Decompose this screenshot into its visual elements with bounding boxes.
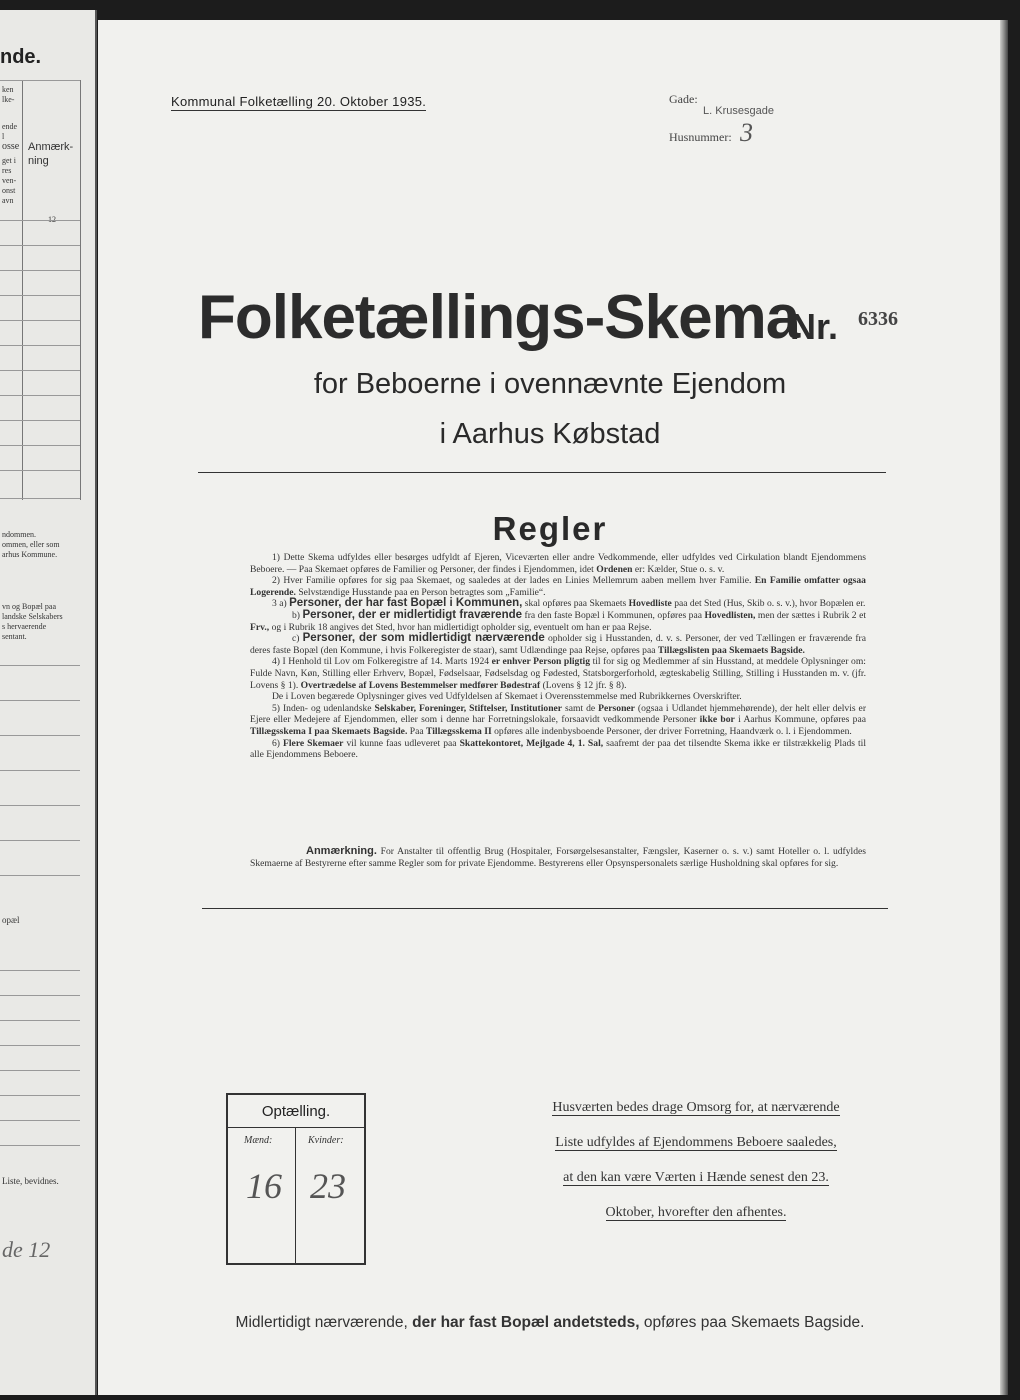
left-hline xyxy=(0,1045,80,1046)
left-hline xyxy=(0,1070,80,1071)
gade-label: Gade: xyxy=(669,92,698,106)
left-fragment: Liste, bevidnes. xyxy=(2,1176,59,1186)
rule-5: 5) Inden- og udenlandske Selskaber, Foreninger, Stiftelser, Institutioner samt de Personer (ogsaa i Udlandet hjemmehørende), der helt eller delvis er Ejere eller Medejere af Ejendommen, eller som i denne har Forretningslokale, forsaavidt vedkommende Personer ikke bor i Aarhus Kommune, opføres paa Tillægsskema I paa Skemaets Bagside. Paa Tillægsskema II opføres alle indenbysboende Personer, der driver Forretning, Haandværk o. l. i Ejendommen. xyxy=(250,702,867,737)
maend-value: 16 xyxy=(246,1166,282,1206)
left-hline xyxy=(0,1020,80,1021)
rule-4b: De i Loven begærede Oplysninger gives ved Udfyldelsen af Skemaet i Overensstemmelse med Rubrikkernes Overskrifter. xyxy=(272,691,742,703)
rule-3b: b) Personer, der er midlertidigt fraværende fra den faste Bopæl i Kommunen, opføres paa Hovedlisten, men der sættes i Rubrik 2 et Frv., og i Rubrik 18 angives det Sted, hvor han midlertidigt opholder sig, eventuelt om han er paa Rejse. xyxy=(250,608,866,633)
left-fragment: ken lke- xyxy=(2,85,15,104)
husnummer-value: 3 xyxy=(740,118,753,147)
optaelling-title: Optælling. xyxy=(261,1103,331,1120)
form-title: Folketællings-Skema xyxy=(198,283,800,352)
left-hline xyxy=(0,498,80,499)
census-form-page xyxy=(98,20,1002,1395)
optaelling-box xyxy=(226,1093,366,1265)
kvinder-label: Kvinder: xyxy=(308,1135,344,1146)
left-fragment: Anmærk- ning xyxy=(28,141,74,167)
rule-2: 2) Hver Familie opføres for sig paa Skemaet, og saaledes at der lades en Linies Mellemrum aaben mellem hver Familie. En Familie omfatter ogsaa Logerende. Selvstændige Husstande paa en Person betragtes som „Familie“. xyxy=(250,575,866,598)
left-hline xyxy=(0,700,80,701)
left-fragment: ende l xyxy=(2,122,18,141)
anmaerkning-label: Anmærkning. xyxy=(306,845,377,857)
notice-line-4: Oktober, hvorefter den afhentes. xyxy=(605,1205,787,1220)
left-hline xyxy=(0,345,80,346)
left-hline xyxy=(0,245,80,246)
rules-heading: Regler xyxy=(492,510,608,547)
anmaerkning-text: For Anstalter til offentlig Brug (Hospitaler, Forsørgelsesanstalter, Fængsler, Kaserner o. s. v.) samt Hoteller o. l. udfyldes Skemaerne af Bestyrerne efter samme Regler som for private Ejendomme. Bestyrerens eller Opsynspersonalets særlige Husholdning skal opføres for sig. xyxy=(250,846,866,869)
left-page-header: nde. xyxy=(0,46,42,68)
rule-4: 4) I Henhold til Lov om Folkeregistre af 14. Marts 1924 er enhver Person pligtig til for sig og Medlemmer af sin Husstand, at meddele Oplysninger om: Fulde Navn, Køn, Stilling eller Erhverv, Bopæl, Fødselsaar, Fødselsdag og Fødested, Statsborgerforhold, ægteskabelig Stilling, Stilling i Husstanden m. v. (jfr. Lovens § 1). Overtrædelse af Lovens Bestemmelser medfører Bødestraf (Lovens § 12 jfr. § 8). xyxy=(250,656,866,691)
left-hline xyxy=(0,970,80,971)
kvinder-value: 23 xyxy=(310,1166,346,1206)
left-hline xyxy=(0,1120,80,1121)
maend-label: Mænd: xyxy=(244,1135,273,1146)
page-edge xyxy=(1000,20,1008,1395)
form-number-value: 6336 xyxy=(858,308,898,330)
left-hline xyxy=(0,395,80,396)
footer-note: Midlertidigt nærværende, der har fast Bopæl andetsteds, opføres paa Skemaets Bagside. xyxy=(235,1314,865,1331)
gade-value: L. Krusesgade xyxy=(703,105,774,117)
census-date-heading: Kommunal Folketælling 20. Oktober 1935. xyxy=(171,94,427,109)
notice-line-3: at den kan være Værten i Hænde senest den 23. xyxy=(563,1170,829,1185)
rules-body xyxy=(250,552,866,761)
left-hline xyxy=(0,995,80,996)
left-hline xyxy=(0,445,80,446)
rule-1: 1) Dette Skema udfyldes eller besørges udfyldt af Ejeren, Viceværten eller andre Vedkommende, eller udfyldes ved Cirkulation blandt Ejendommens Beboere. — Paa Skemaet opføres de Familier og Personer, der findes i Ejendommen, idet Ordenen er: Kælder, Stue o. s. v. xyxy=(250,552,866,575)
left-fragment: opæl xyxy=(2,915,20,925)
left-vline xyxy=(80,80,81,500)
notice-line-2: Liste udfyldes af Ejendommens Beboere saaledes, xyxy=(555,1135,837,1150)
left-fragment: ndommen. ommen, eller som arhus Kommune. xyxy=(2,530,60,559)
form-number-label: Nr. xyxy=(790,306,839,347)
left-hline xyxy=(0,805,80,806)
left-fragment: vn og Bopæl paa landske Selskabers s hervaerende sentant. xyxy=(2,602,63,641)
left-hline xyxy=(0,735,80,736)
left-hline xyxy=(0,270,80,271)
left-fragment: get i res ven- onst avn xyxy=(2,156,17,205)
left-hline xyxy=(0,470,80,471)
left-fragment: osse xyxy=(2,141,20,152)
box-divider xyxy=(228,1127,364,1128)
left-hline xyxy=(0,770,80,771)
left-hline xyxy=(0,665,80,666)
left-hline xyxy=(0,220,80,221)
left-fragment-handwriting: de 12 xyxy=(2,1237,51,1262)
left-hline xyxy=(0,320,80,321)
anmaerkning xyxy=(250,846,866,869)
left-hline xyxy=(0,295,80,296)
left-page-fragment xyxy=(0,10,97,1395)
left-hline xyxy=(0,1145,80,1146)
left-hline xyxy=(0,1095,80,1096)
rule-3a: 3 a) Personer, der har fast Bopæl i Kommunen, skal opføres paa Skemaets Hovedliste paa det Sted (Hus, Skib o. s. v.), hvor Bopælen er. xyxy=(272,597,866,610)
left-hline xyxy=(0,840,80,841)
notice-line-1: Husværten bedes drage Omsorg for, at nærværende xyxy=(552,1100,840,1115)
left-hline xyxy=(0,370,80,371)
divider xyxy=(202,908,888,909)
divider xyxy=(198,472,886,473)
left-hline xyxy=(0,420,80,421)
left-hline xyxy=(0,875,80,876)
box-divider xyxy=(295,1127,296,1263)
form-subtitle-1: for Beboerne i ovennævnte Ejendom xyxy=(313,368,787,400)
left-hline xyxy=(0,80,80,81)
form-subtitle-2: i Aarhus Købstad xyxy=(439,418,661,450)
rule-6: 6) Flere Skemaer vil kunne faas udleveret paa Skattekontoret, Mejlgade 4, 1. Sal, saafremt der paa det tilsendte Skema ikke er tilstrækkelig Plads til alle Ejendommens Beboere. xyxy=(250,737,867,761)
rule-3c: c) Personer, der som midlertidigt nærværende opholder sig i Husstanden, d. v. s. Personer, der ved Tællingen er fraværende fra deres faste Bopæl (den Kommune, i hvis Folkeregister de staar), samt Udlændinge paa Rejse, opføres paa Tillægslisten paa Skemaets Bagside. xyxy=(250,632,866,656)
husnummer-label: Husnummer: xyxy=(669,130,732,144)
left-vline xyxy=(22,80,23,500)
